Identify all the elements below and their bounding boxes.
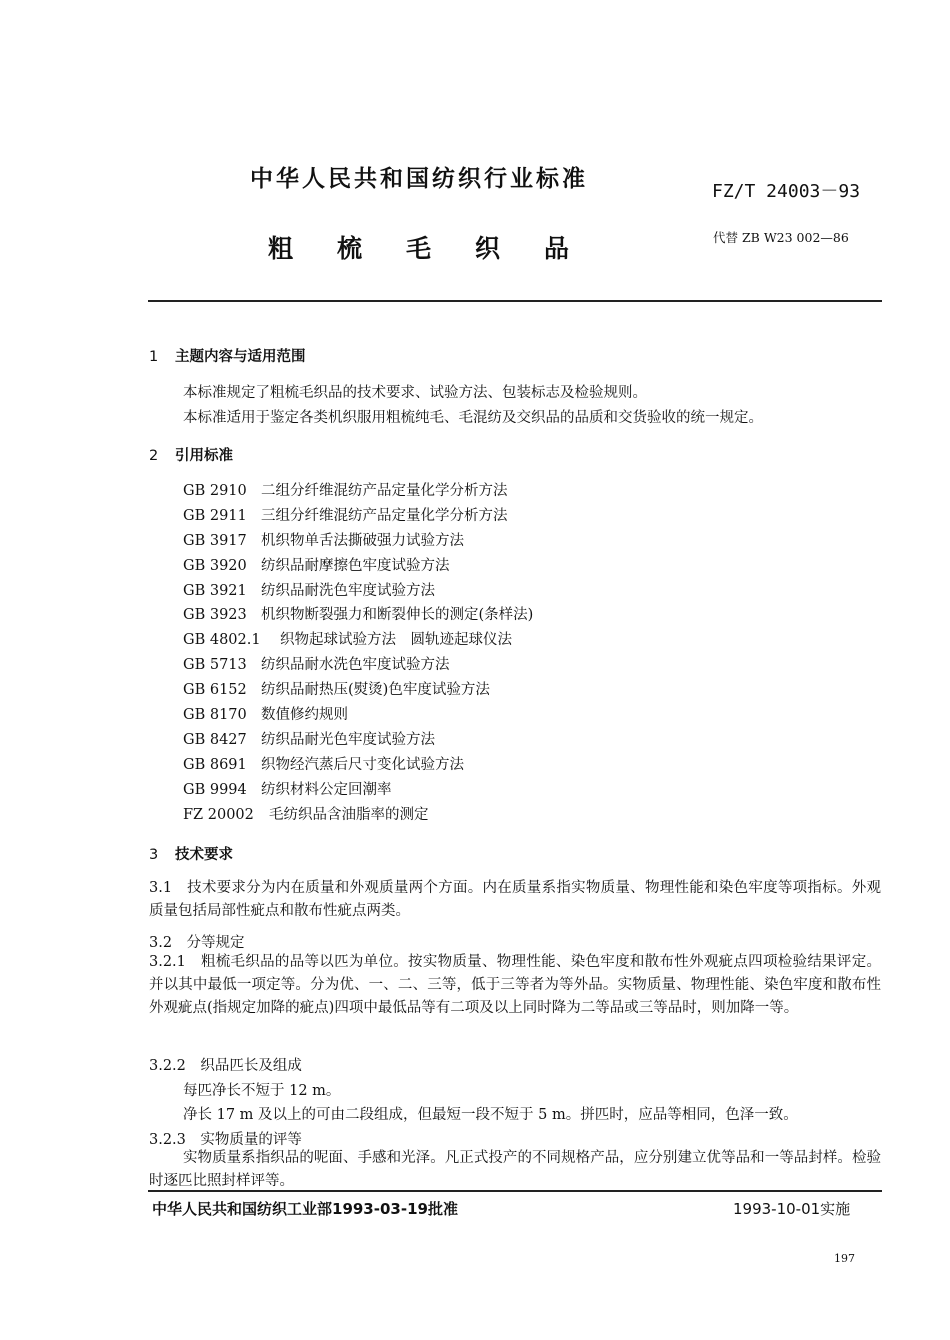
reference-item xyxy=(183,628,533,653)
approval-line: 中华人民共和国纺织工业部1993-03-19批准 xyxy=(152,1200,458,1218)
reference-code: GB 8691 xyxy=(183,756,247,773)
section-3-title: 技术要求 xyxy=(175,847,233,863)
reference-code: GB 5713 xyxy=(183,657,247,674)
reference-item xyxy=(183,603,533,628)
reference-title: 纺织材料公定回潮率 xyxy=(261,781,392,798)
section-2-heading xyxy=(149,444,233,465)
reference-item xyxy=(183,479,533,504)
section-1-heading xyxy=(149,345,306,366)
reference-title: 纺织品耐洗色牢度试验方法 xyxy=(261,582,435,599)
reference-code: GB 3917 xyxy=(183,532,247,549)
clause-3-2-3-heading: 3.2.3 实物质量的评等 xyxy=(149,1132,302,1148)
reference-title: 二组分纤维混纺产品定量化学分析方法 xyxy=(261,483,508,499)
reference-item xyxy=(183,653,533,678)
reference-item xyxy=(183,678,533,703)
reference-item xyxy=(183,504,533,529)
reference-code: GB 3920 xyxy=(183,557,247,574)
reference-item xyxy=(183,803,533,828)
reference-code: GB 2910 xyxy=(183,483,247,499)
section-3-number: 3 xyxy=(149,847,159,863)
reference-title: 纺织品耐热压(熨烫)色牢度试验方法 xyxy=(261,682,490,699)
replaces-note: 代替 ZB W23 002—86 xyxy=(713,230,849,245)
reference-title: 纺织品耐水洗色牢度试验方法 xyxy=(261,657,450,674)
reference-code: GB 9994 xyxy=(183,781,247,798)
standard-code: FZ/T 24003－93 xyxy=(712,181,861,202)
reference-title: 纺织品耐摩擦色牢度试验方法 xyxy=(261,557,450,574)
section-2-title: 引用标准 xyxy=(175,448,233,464)
reference-code: FZ 20002 xyxy=(183,806,254,823)
reference-code: GB 8427 xyxy=(183,731,247,748)
standard-title: 中华人民共和国纺织行业标准 xyxy=(250,166,588,192)
clause-3-2-3-paragraph: 实物质量系指织品的呢面、手感和光泽。凡正式投产的不同规格产品，应分别建立优等品和一等品封样。检验时逐匹比照封样评等。 xyxy=(149,1150,881,1189)
clause-3-1: 3.1 技术要求分为内在质量和外观质量两个方面。内在质量系指实物质量、物理性能和染色牢度等项指标。外观质量包括局部性疵点和散布性疵点两类。 xyxy=(149,880,881,919)
header-divider xyxy=(148,300,882,302)
reference-title: 三组分纤维混纺产品定量化学分析方法 xyxy=(261,507,508,524)
reference-item xyxy=(183,778,533,803)
clause-3-2-2-heading: 3.2.2 织品匹长及组成 xyxy=(149,1058,302,1074)
reference-code: GB 2911 xyxy=(183,507,247,524)
reference-title: 机织物单舌法撕破强力试验方法 xyxy=(261,532,464,549)
reference-item xyxy=(183,529,533,554)
reference-title: 数值修约规则 xyxy=(261,707,348,724)
reference-list xyxy=(183,479,533,827)
footer-divider xyxy=(148,1190,882,1192)
clause-3-2-1: 3.2.1 粗梳毛织品的品等以匹为单位。按实物质量、物理性能、染色牢度和散布性外观疵点四项检验结果评定。并以其中最低一项定等。分为优、一、二、三等，低于三等者为等外品。实物质量、物理性能、染色牢度和散布性外观疵点(指规定加降的疵点)四项中最低品等有二项及以上同时降为二等品或三等品时，则加降一等。 xyxy=(149,954,881,1016)
page-number: 197 xyxy=(834,1252,855,1265)
section-1-paragraph-1: 本标准规定了粗梳毛织品的技术要求、试验方法、包装标志及检验规则。 xyxy=(183,385,647,401)
reference-item xyxy=(183,703,533,728)
section-3-heading xyxy=(149,843,233,864)
reference-code: GB 8170 xyxy=(183,707,247,724)
clause-3-2-2-paragraph-2: 净长 17 m 及以上的可由二段组成，但最短一段不短于 5 m。拼匹时，应品等相同，色泽一致。 xyxy=(183,1107,798,1123)
implementation-date: 1993-10-01实施 xyxy=(733,1200,851,1218)
reference-item xyxy=(183,728,533,753)
reference-code: GB 3923 xyxy=(183,607,247,624)
reference-item xyxy=(183,554,533,579)
section-1-title: 主题内容与适用范围 xyxy=(175,349,306,365)
clause-3-2-2-paragraph-1: 每匹净长不短于 12 m。 xyxy=(183,1083,341,1099)
reference-title: 纺织品耐光色牢度试验方法 xyxy=(261,731,435,748)
section-1-number: 1 xyxy=(149,349,159,365)
reference-item xyxy=(183,579,533,604)
section-2-number: 2 xyxy=(149,448,159,464)
reference-title: 机织物断裂强力和断裂伸长的测定(条样法) xyxy=(261,607,534,624)
reference-title: 织物经汽蒸后尺寸变化试验方法 xyxy=(261,756,464,773)
reference-title: 毛纺织品含油脂率的测定 xyxy=(269,806,429,823)
document-title: 粗梳毛织品 xyxy=(268,234,614,263)
reference-item xyxy=(183,753,533,778)
section-1-paragraph-2: 本标准适用于鉴定各类机织服用粗梳纯毛、毛混纺及交织品的品质和交货验收的统一规定。 xyxy=(183,410,763,426)
clause-3-2-heading: 3.2 分等规定 xyxy=(149,935,245,951)
reference-code: GB 4802.1 xyxy=(183,632,261,649)
reference-title: 织物起球试验方法 圆轨迹起球仪法 xyxy=(280,632,512,649)
reference-code: GB 3921 xyxy=(183,582,247,599)
reference-code: GB 6152 xyxy=(183,682,247,699)
